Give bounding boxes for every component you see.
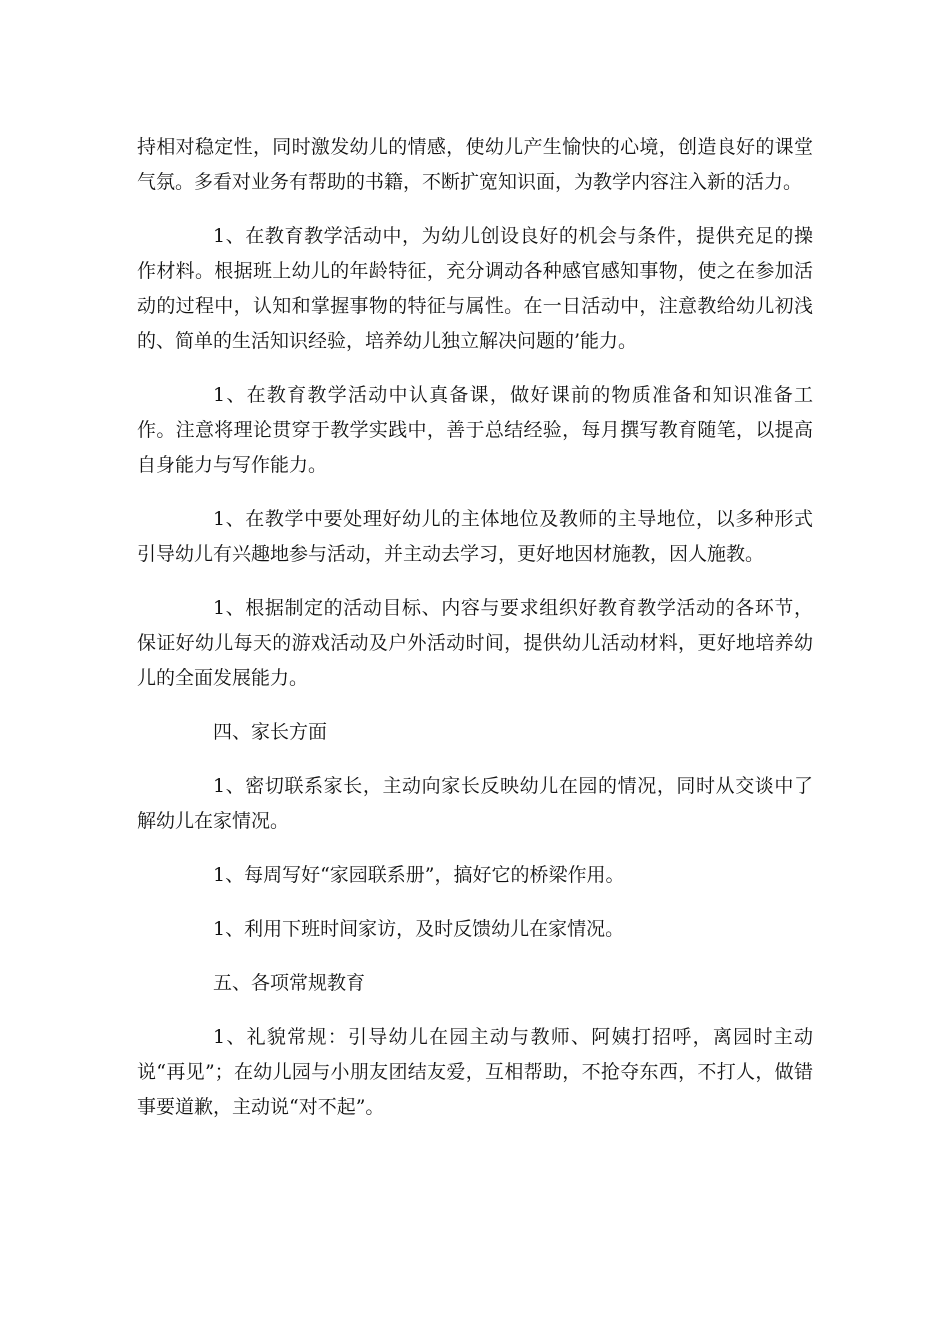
paragraph-lesson-preparation: 1、在教育教学活动中认真备课，做好课前的物质准备和知识准备工作。注意将理论贯穿于教学实践中，善于总结经验，每月撰写教育随笔，以提高自身能力与写作能力。 <box>137 384 813 476</box>
paragraph-child-centered-teaching: 1、在教学中要处理好幼儿的主体地位及教师的主导地位，以多种形式引导幼儿有兴趣地参与活动，并主动去学习，更好地因材施教，因人施教。 <box>137 508 813 565</box>
paragraph-home-visits: 1、利用下班时间家访，及时反馈幼儿在家情况。 <box>213 918 625 940</box>
paragraph-activity-organization: 1、根据制定的活动目标、内容与要求组织好教育教学活动的各环节，保证好幼儿每天的游戏活动及户外活动时间，提供幼儿活动材料，更好地培养幼儿的全面发展能力。 <box>137 597 813 689</box>
document-page <box>137 130 813 1125</box>
paragraph-etiquette-routine: 1、礼貌常规：引导幼儿在园主动与教师、阿姨打招呼，离园时主动说“再见”；在幼儿园与小朋友团结友爱，互相帮助，不抢夺东西，不打人，做错事要道歉，主动说“对不起”。 <box>137 1026 813 1118</box>
paragraph-contact-book: 1、每周写好“家园联系册”，搞好它的桥梁作用。 <box>213 864 625 886</box>
paragraph-parent-contact: 1、密切联系家长，主动向家长反映幼儿在园的情况，同时从交谈中了解幼儿在家情况。 <box>137 775 813 832</box>
paragraph-continuation: 持相对稳定性，同时激发幼儿的情感，使幼儿产生愉快的心境，创造良好的课堂气氛。多看对业务有帮助的书籍，不断扩宽知识面，为教学内容注入新的活力。 <box>137 136 813 193</box>
section-heading-routine-education: 五、各项常规教育 <box>213 972 366 994</box>
section-heading-parents: 四、家长方面 <box>213 721 328 743</box>
paragraph-teaching-activities: 1、在教育教学活动中，为幼儿创设良好的机会与条件，提供充足的操作材料。根据班上幼儿的年龄特征，充分调动各种感官感知事物，使之在参加活动的过程中，认知和掌握事物的特征与属性。在一日活动中，注意教给幼儿初浅的、简单的生活知识经验，培养幼儿独立解决问题的’能力。 <box>137 225 813 352</box>
